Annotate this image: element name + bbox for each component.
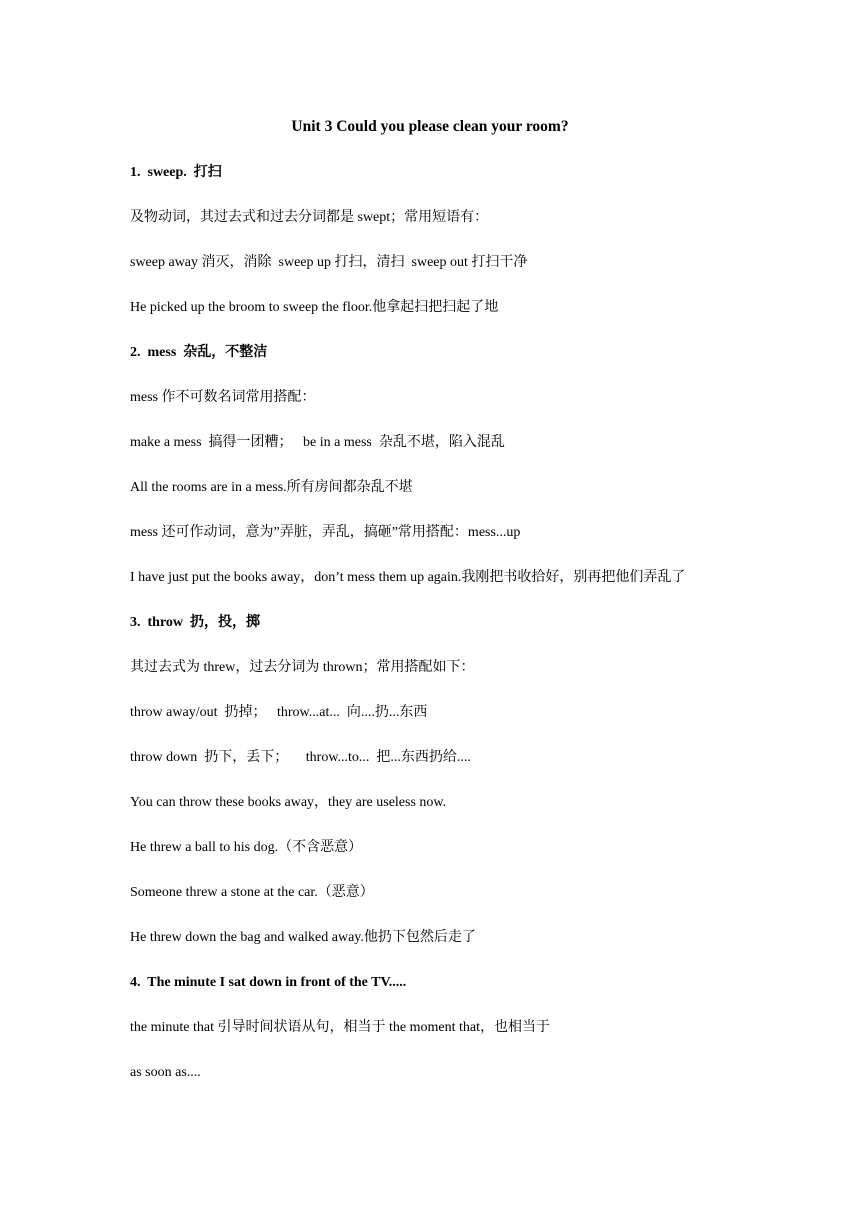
section-heading-sweep: 1. sweep. 打扫 — [130, 165, 222, 180]
section-heading-the-minute: 4. The minute I sat down in front of the TV..... — [130, 975, 407, 990]
example-sentence: He picked up the broom to sweep the floor.他拿起扫把扫起了地 — [130, 300, 499, 315]
text-line: the minute that 引导时间状语从句，相当于 the moment that，也相当于 — [130, 1020, 550, 1035]
text-line: throw away/out 扔掉； throw...at... 向....扔...东西 — [130, 705, 428, 720]
text-line: mess 作不可数名词常用搭配： — [130, 390, 316, 405]
section-heading-throw: 3. throw 扔，投，掷 — [130, 615, 261, 630]
text-line: mess 还可作动词，意为”弄脏，弄乱，搞砸”常用搭配：mess...up — [130, 525, 521, 540]
text-line: throw down 扔下，丢下； throw...to... 把...东西扔给.... — [130, 750, 471, 765]
text-line: 及物动词，其过去式和过去分词都是 swept；常用短语有： — [130, 210, 489, 225]
example-sentence: You can throw these books away，they are useless now. — [130, 795, 447, 810]
example-sentence: He threw a ball to his dog.（不含恶意） — [130, 840, 363, 855]
text-line: make a mess 搞得一团糟； be in a mess 杂乱不堪，陷入混乱 — [130, 435, 505, 450]
text-line: sweep away 消灭，消除 sweep up 打扫，清扫 sweep out 打扫干净 — [130, 255, 528, 270]
text-line: 其过去式为 threw，过去分词为 thrown；常用搭配如下： — [130, 660, 475, 675]
text-line: as soon as.... — [130, 1065, 201, 1080]
section-heading-mess: 2. mess 杂乱，不整洁 — [130, 345, 268, 360]
document-title: Unit 3 Could you please clean your room? — [291, 118, 569, 135]
example-sentence: All the rooms are in a mess.所有房间都杂乱不堪 — [130, 480, 413, 495]
example-sentence: He threw down the bag and walked away.他扔下包然后走了 — [130, 930, 476, 945]
example-sentence: Someone threw a stone at the car.（恶意） — [130, 885, 374, 900]
example-sentence: I have just put the books away，don’t mess them up again.我刚把书收拾好，别再把他们弄乱了 — [130, 570, 686, 585]
